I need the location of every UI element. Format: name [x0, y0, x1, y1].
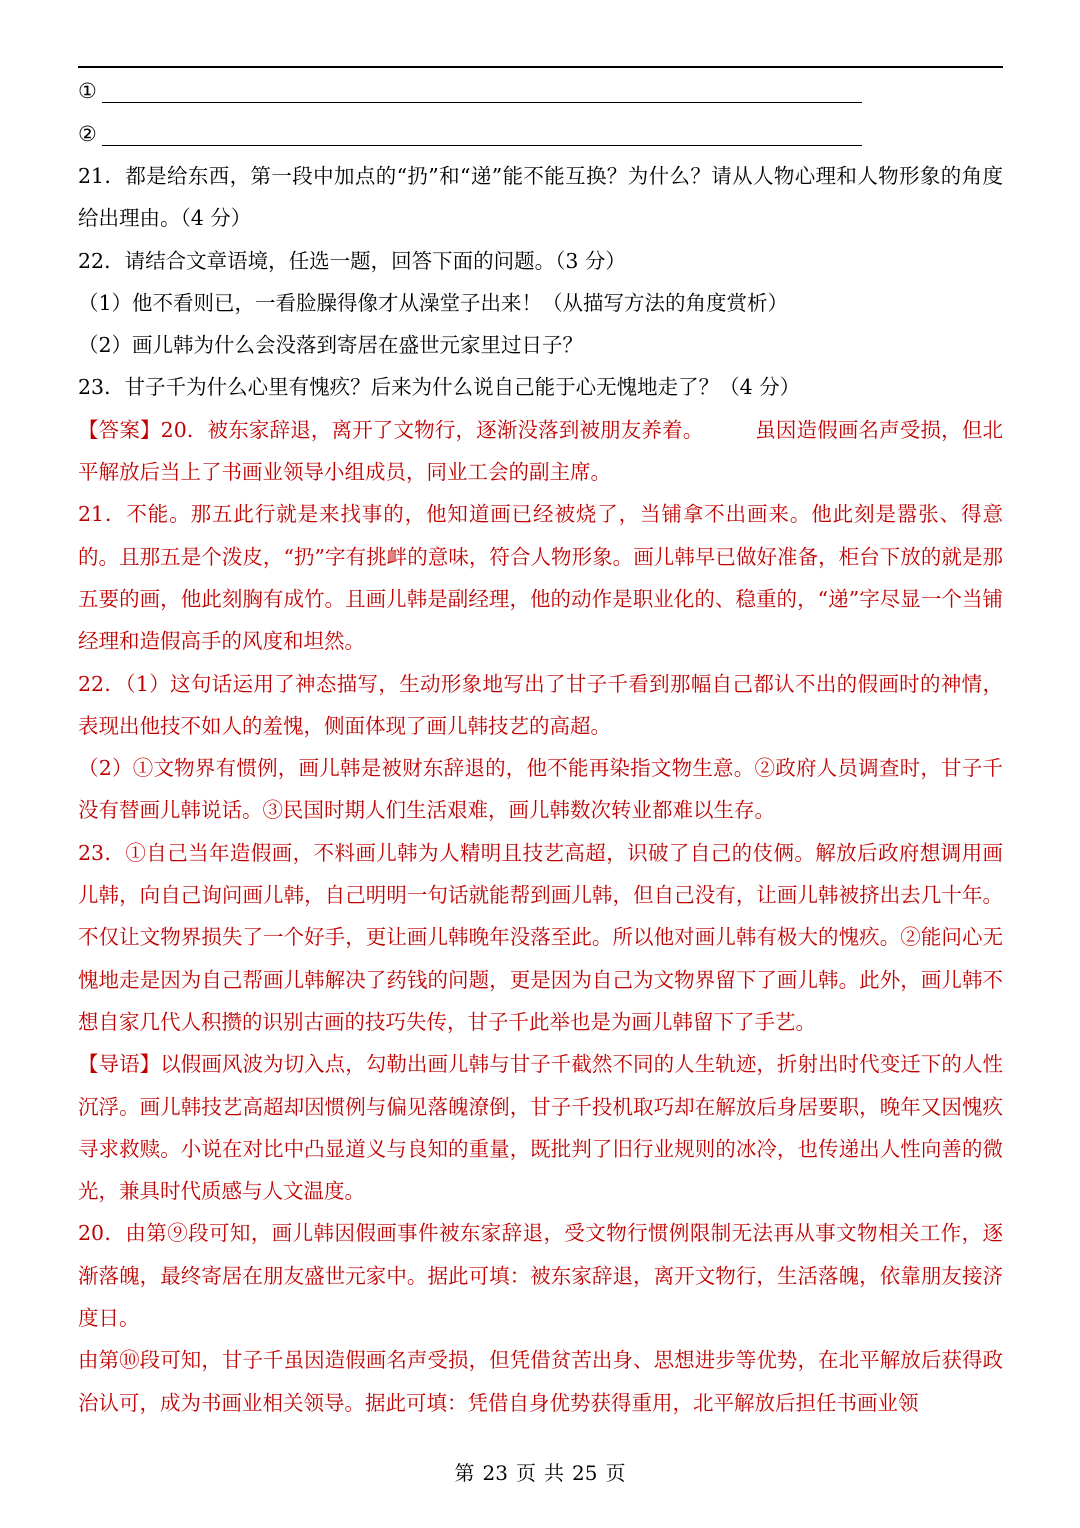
current-page-number: 23 — [482, 1461, 508, 1485]
explanation-20-continued: 由第⑩段可知，甘子千虽因造假画名声受损，但凭借贫苦出身、思想进步等优势，在北平解放后获得政治认可，成为书画业相关领导。据此可填：凭借自身优势获得重用，北平解放后担任书画业领 — [78, 1348, 1003, 1415]
blank-underline — [102, 102, 862, 103]
answer-blank-1 — [78, 76, 100, 106]
answer-20: 【答案】20．被东家辞退，离开了文物行，逐渐没落到被朋友养着。 虽因造假画名声受损，但北平解放后当上了书画业领导小组成员，同业工会的副主席。 — [78, 417, 1003, 485]
top-answer-line — [78, 66, 1003, 68]
question-23: 23．甘子千为什么心里有愧疚？后来为什么说自己能于心无愧地走了？（4 分） — [78, 375, 801, 400]
question-21: 21．都是给东西，第一段中加点的“扔”和“递”能不能互换？为什么？请从人物心理和人物形象的角度给出理由。（4 分） — [78, 164, 1003, 231]
question-22-option-1: （1）他不看则已，一看脸臊得像才从澡堂子出来！（从描写方法的角度赏析） — [78, 290, 789, 315]
question-22-option-2: （2）画儿韩为什么会没落到寄居在盛世元家里过日子？ — [78, 333, 584, 358]
total-page-count: 25 — [572, 1461, 598, 1485]
page-footer: 第 23 页 共 25 页 — [454, 1461, 626, 1485]
circled-number-1: ① — [78, 79, 97, 103]
document-body — [78, 155, 1003, 1424]
circled-number-2: ② — [78, 122, 97, 146]
answer-22-2: （2）①文物界有惯例，画儿韩是被财东辞退的，他不能再染指文物生意。②政府人员调查时，甘子千没有替画儿韩说话。③民国时期人们生活艰难，画儿韩数次转业都难以生存。 — [78, 756, 1003, 823]
question-22: 22．请结合文章语境，任选一题，回答下面的问题。（3 分） — [78, 248, 626, 273]
blank-underline — [102, 145, 862, 146]
explanation-20: 20．由第⑨段可知，画儿韩因假画事件被东家辞退，受文物行惯例限制无法再从事文物相关工作，逐渐落魄，最终寄居在朋友盛世元家中。据此可填：被东家辞退，离开文物行，生活落魄，依靠朋友接济度日。 — [78, 1221, 1003, 1331]
answer-blank-2 — [78, 119, 100, 149]
answer-21: 21．不能。那五此行就是来找事的，他知道画已经被烧了，当铺拿不出画来。他此刻是嚣张、得意的。且那五是个泼皮，“扔”字有挑衅的意味，符合人物形象。画儿韩早已做好准备，柜台下放的就是那五要的画，他此刻胸有成竹。且画儿韩是副经理，他的动作是职业化的、稳重的，“递”字尽显一个当铺经理和造假高手的风度和坦然。 — [78, 502, 1003, 654]
answer-23: 23．①自己当年造假画，不料画儿韩为人精明且技艺高超，识破了自己的伎俩。解放后政府想调用画儿韩，向自己询问画儿韩，自己明明一句话就能帮到画儿韩，但自己没有，让画儿韩被挤出去几十年。不仅让文物界损失了一个好手，更让画儿韩晚年没落至此。所以他对画儿韩有极大的愧疚。②能问心无愧地走是因为自己帮画儿韩解决了药钱的问题，更是因为自己为文物界留下了画儿韩。此外，画儿韩不想自家几代人积攒的识别古画的技巧失传，甘子千此举也是为画儿韩留下了手艺。 — [78, 840, 1003, 1034]
answer-22-1: 22．（1）这句话运用了神态描写，生动形象地写出了甘子千看到那幅自己都认不出的假画时的神情，表现出他技不如人的羞愧，侧面体现了画儿韩技艺的高超。 — [78, 671, 1003, 738]
guide-paragraph: 【导语】以假画风波为切入点，勾勒出画儿韩与甘子千截然不同的人生轨迹，折射出时代变迁下的人性沉浮。画儿韩技艺高超却因惯例与偏见落魄潦倒，甘子千投机取巧却在解放后身居要职，晚年又因愧疚寻求救赎。小说在对比中凸显道义与良知的重量，既批判了旧行业规则的冰冷，也传递出人性向善的微光，兼具时代质感与人文温度。 — [78, 1052, 1003, 1204]
